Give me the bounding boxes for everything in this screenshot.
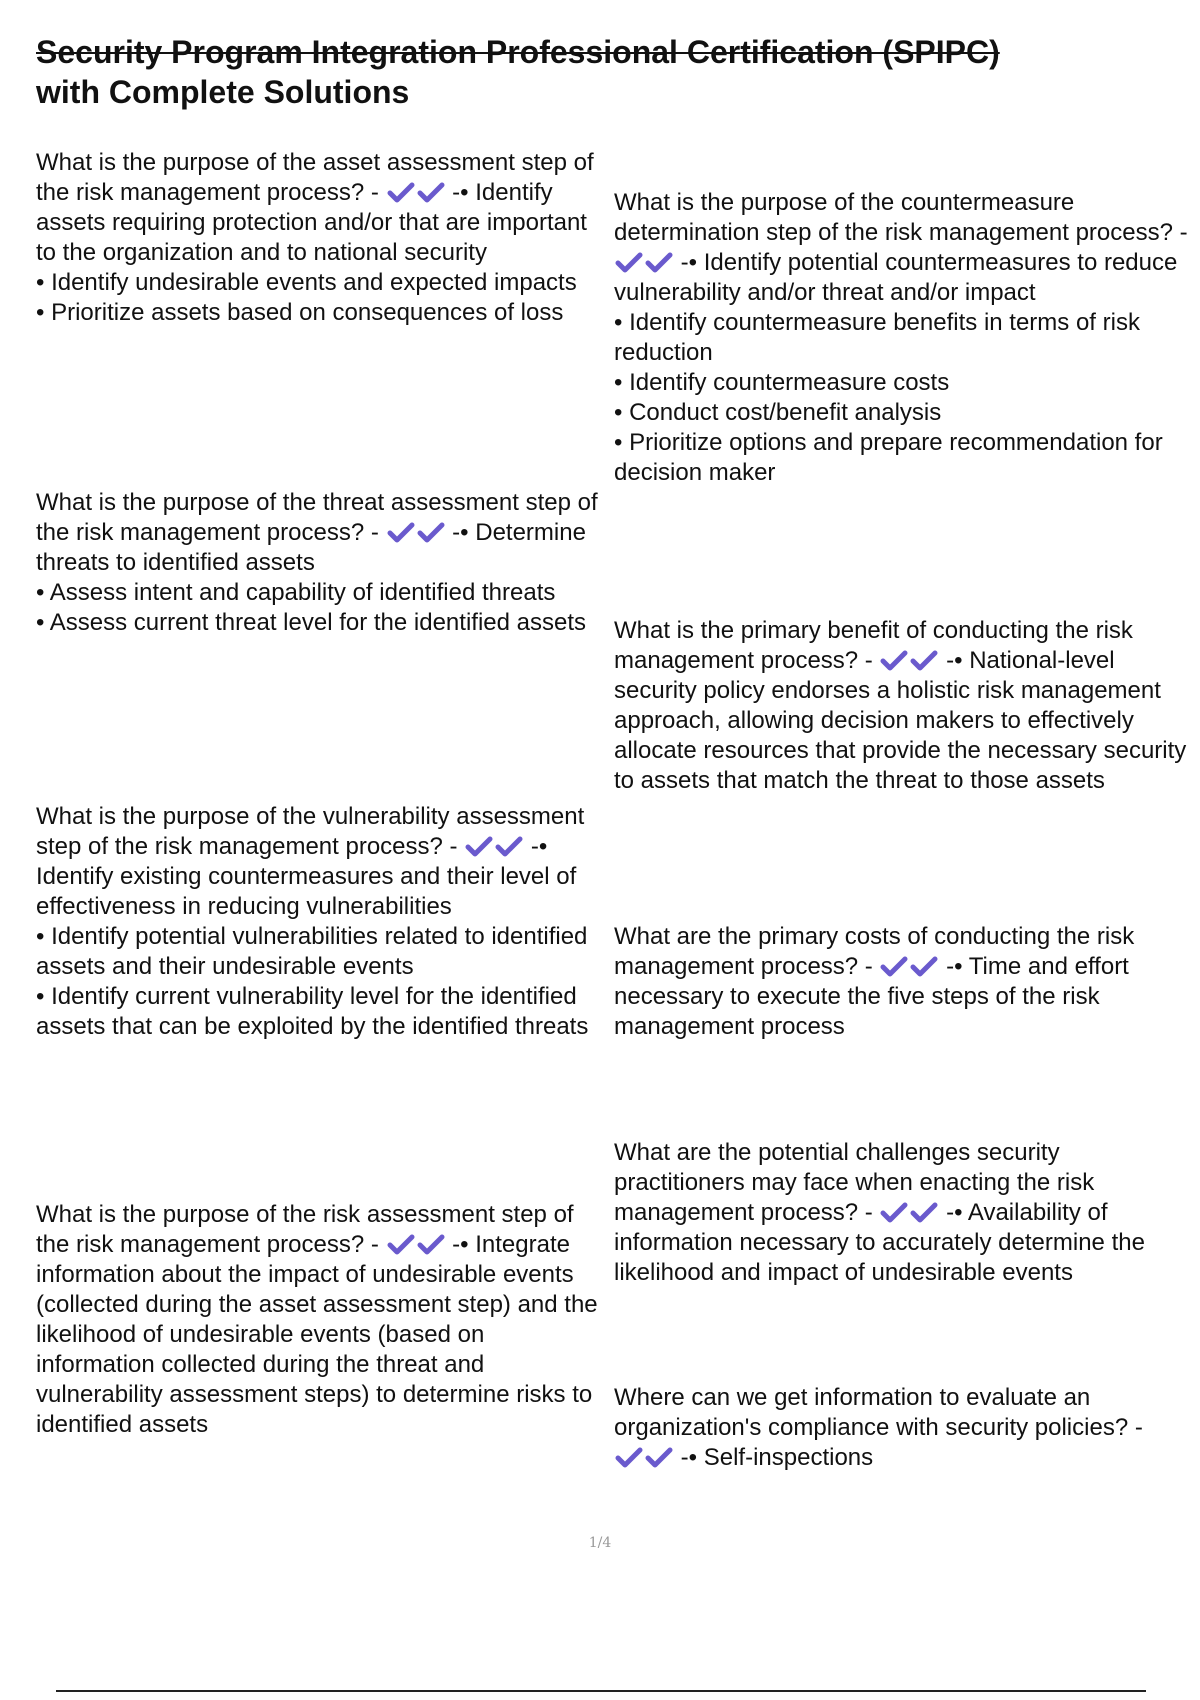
check-icon [386, 1232, 416, 1256]
check-icon [879, 954, 909, 978]
question-text: What is the purpose of the asset assessment step of the risk management process? - [36, 149, 594, 206]
answer-text: -• National-level security policy endorses a holistic risk management approach, allowing decision makers to effectively allocate resources that provide the necessary security to assets that match the threat to those assets [614, 647, 1187, 794]
answer-text: -• Identify existing countermeasures and their level of effectiveness in reducing vulnerabilities [36, 833, 577, 920]
check-marks [879, 1199, 946, 1226]
answer-bullet: • Prioritize assets based on consequences of loss [36, 299, 564, 326]
question-text: What is the purpose of the vulnerability assessment step of the risk management process? - [36, 803, 585, 860]
answer-bullet: • Conduct cost/benefit analysis [614, 399, 942, 426]
answer-bullet: • Identify current vulnerability level for the identified assets that can be exploited by the identified threats [36, 983, 589, 1040]
question-text: What is the purpose of the countermeasure determination step of the risk management process? - [614, 189, 1188, 246]
check-marks [386, 519, 453, 546]
check-icon [386, 520, 416, 544]
qa-item [614, 616, 1188, 796]
answer-text: -• Availability of information necessary to accurately determine the likelihood and impact of undesirable events [614, 1199, 1145, 1286]
check-icon [494, 834, 524, 858]
check-marks [879, 647, 946, 674]
check-icon [464, 834, 494, 858]
check-icon [644, 1445, 674, 1469]
answer-text: -• Time and effort necessary to execute the five steps of the risk management process [614, 953, 1129, 1040]
check-icon [614, 250, 644, 274]
answer-bullet: • Assess current threat level for the identified assets [36, 609, 587, 636]
qa-item [614, 1383, 1188, 1473]
title-line-1: Security Program Integration Professional Certification (SPIPC) [36, 34, 1000, 70]
answer-bullet: • Identify countermeasure costs [614, 369, 950, 396]
answer-bullet: • Identify potential vulnerabilities related to identified assets and their undesirable events [36, 923, 588, 980]
question-text: What is the primary benefit of conducting the risk management process? - [614, 617, 1133, 674]
qa-item [36, 488, 602, 638]
qa-item [36, 1200, 602, 1440]
document-title [36, 32, 1166, 112]
qa-item [614, 1138, 1188, 1288]
check-icon [386, 180, 416, 204]
check-marks [614, 1444, 681, 1471]
check-icon [614, 1445, 644, 1469]
check-icon [416, 180, 446, 204]
check-marks [879, 953, 946, 980]
check-icon [909, 648, 939, 672]
question-text: What are the primary costs of conducting the risk management process? - [614, 923, 1135, 980]
answer-text: -• Self-inspections [680, 1444, 874, 1471]
answer-bullet: • Assess intent and capability of identified threats [36, 579, 556, 606]
answer-bullet: • Prioritize options and prepare recommendation for decision maker [614, 429, 1163, 486]
check-icon [416, 1232, 446, 1256]
check-marks [614, 249, 681, 276]
answer-text: -• Identify assets requiring protection and/or that are important to the organization and to national security [36, 179, 587, 266]
page-number: 1/4 [588, 1535, 612, 1551]
question-text: Where can we get information to evaluate an organization's compliance with security policies? - [614, 1384, 1143, 1441]
answer-bullet: • Identify undesirable events and expected impacts [36, 269, 577, 296]
check-icon [416, 520, 446, 544]
answer-text: -• Integrate information about the impact of undesirable events (collected during the asset assessment step) and the likelihood of undesirable events (based on information collected during the threat and vulnerability assessment steps) to determine risks to identified assets [36, 1231, 598, 1438]
check-icon [909, 954, 939, 978]
bottom-divider [56, 1690, 1146, 1692]
qa-item [614, 922, 1188, 1042]
title-line-2: with Complete Solutions [36, 74, 410, 110]
check-icon [909, 1200, 939, 1224]
question-text: What are the potential challenges security practitioners may face when enacting the risk management process? - [614, 1139, 1095, 1226]
check-icon [879, 648, 909, 672]
check-marks [386, 179, 453, 206]
qa-item [36, 148, 602, 328]
question-text: What is the purpose of the risk assessment step of the risk management process? - [36, 1201, 574, 1258]
check-marks [464, 833, 531, 860]
question-text: What is the purpose of the threat assessment step of the risk management process? - [36, 489, 598, 546]
check-icon [879, 1200, 909, 1224]
check-icon [644, 250, 674, 274]
qa-item [36, 802, 602, 1042]
answer-text: -• Determine threats to identified assets [36, 519, 586, 576]
answer-text: -• Identify potential countermeasures to reduce vulnerability and/or threat and/or impact [614, 249, 1178, 306]
answer-bullet: • Identify countermeasure benefits in terms of risk reduction [614, 309, 1140, 366]
check-marks [386, 1231, 453, 1258]
qa-item [614, 188, 1188, 488]
